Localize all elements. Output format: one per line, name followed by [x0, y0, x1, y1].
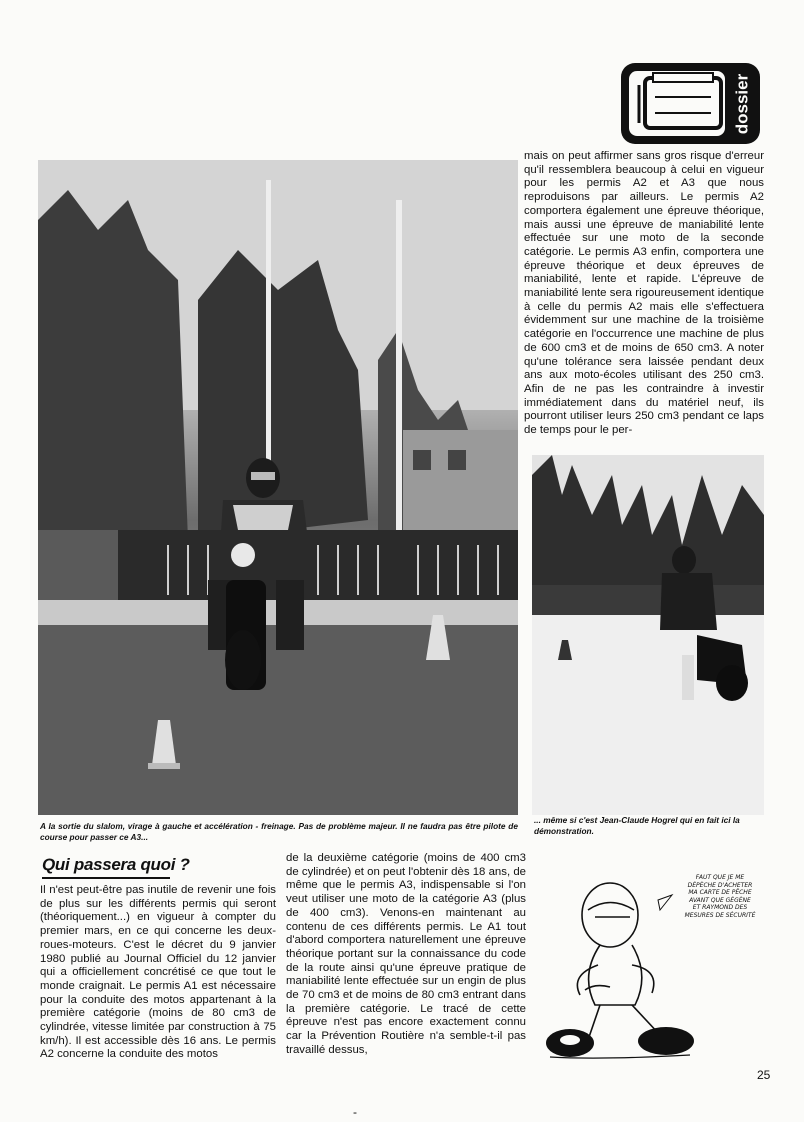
title-underline [42, 877, 170, 879]
page-number: 25 [757, 1068, 771, 1082]
speech-line: ET RAYMOND DES [692, 904, 748, 912]
article-column-2 [286, 852, 526, 1058]
article-column-1 [40, 884, 276, 1062]
photo-caption-right: ... même si c'est Jean-Claude Hogrel qui en fait ici la démonstration. [534, 815, 740, 836]
speech-line: AVANT QUE GÉGÈNE [689, 896, 751, 904]
photo-demonstration [532, 455, 764, 815]
photo-caption-left: A la sortie du slalom, virage à gauche et accélération - freinage. Pas de problème majeur. Il ne faudra pas être pilote de course pour passer ce A3... [40, 821, 518, 842]
speech-line: MA CARTE DE PÊCHE [688, 889, 752, 897]
bottom-mark: - [353, 1105, 357, 1119]
article-paragraph: de la deuxième catégorie (moins de 400 cm3 de cylindrée) et on peut l'obtenir dès 18 ans, de même que le permis A3, indispensable si l'on veut utiliser une moto de la catégorie A3 (plus de 400 cm3). Venons-en maintenant au contenu de ces différents permis. Le A1 tout d'abord comportera naturellement une épreuve théorique portant sur la connaissance du code de la route ainsi qu'une épreuve pratique de maniabilité lente effectuée sur un engin de plus de 70 cm3 et de moins de 80 cm3 entrant dans la première catégorie. Le tracé de cette épreuve n'est pas encore exactement connu car la Prévention Routière n'a semble-t-il pas travaillé dessus, [286, 852, 526, 1056]
article-column-top [524, 150, 764, 438]
photo-motorcycle-slalom [38, 160, 518, 815]
section-title: Qui passera quoi ? [42, 855, 190, 874]
article-paragraph: mais on peut affirmer sans gros risque d'erreur qu'il ressemblera beaucoup à celui en vigueur pour les permis A2 et A3 que nous reproduisons par ailleurs. Le permis A2 comportera également une épreuve théorique, mais aussi une épreuve de maniabilité lente effectuée sur une moto de la seconde catégorie. Le permis A3 enfin, comportera une épreuve théorique et deux épreuves de maniabilité, lente et rapide. L'épreuve de maniabilité lente sera rigoureusement identique à celle du permis A2 mais elle s'effectuera évidemment sur une machine de la troisième catégorie en l'occurrence une machine de plus de 600 cm3 et de moins de 650 cm3. A noter qu'une tolérance sera laissée pendant deux ans aux moto-écoles utilisant des 250 cm3. Afin de ne pas les contraindre à investir immédiatement dans du matériel neuf, ils pourront utiliser leurs 250 cm3 pendant ce laps de temps pour le per- [524, 150, 764, 437]
speech-line: FAUT QUE JE ME [695, 874, 745, 881]
article-paragraph: Il n'est peut-être pas inutile de revenir une fois de plus sur les différents permis qui seront (théoriquement...) en vigueur à compter du premier mars, en ce qui concerne les deux-roues-moteurs. C'est le décret du 9 janvier 1980 publié au Journal Officiel du 12 janvier qui a officiellement concrétisé ce que tout le monde craignait. Le permis A1 est nécessaire pour la conduite des motos appartenant à la première catégorie (moins de 80 cm3 de cylindrée, vitesse limitée par construction à 75 km/h). Il est accessible dès 16 ans. Le permis A2 concerne la conduite des motos [40, 884, 276, 1061]
dossier-label: dossier [732, 73, 752, 135]
speech-line: MESURES DE SÉCURITÉ [684, 911, 756, 919]
dossier-logo [619, 61, 762, 146]
speech-line: DÉPÈCHE D'ACHETER [687, 881, 753, 889]
cartoon-speech-bubble [672, 874, 768, 932]
